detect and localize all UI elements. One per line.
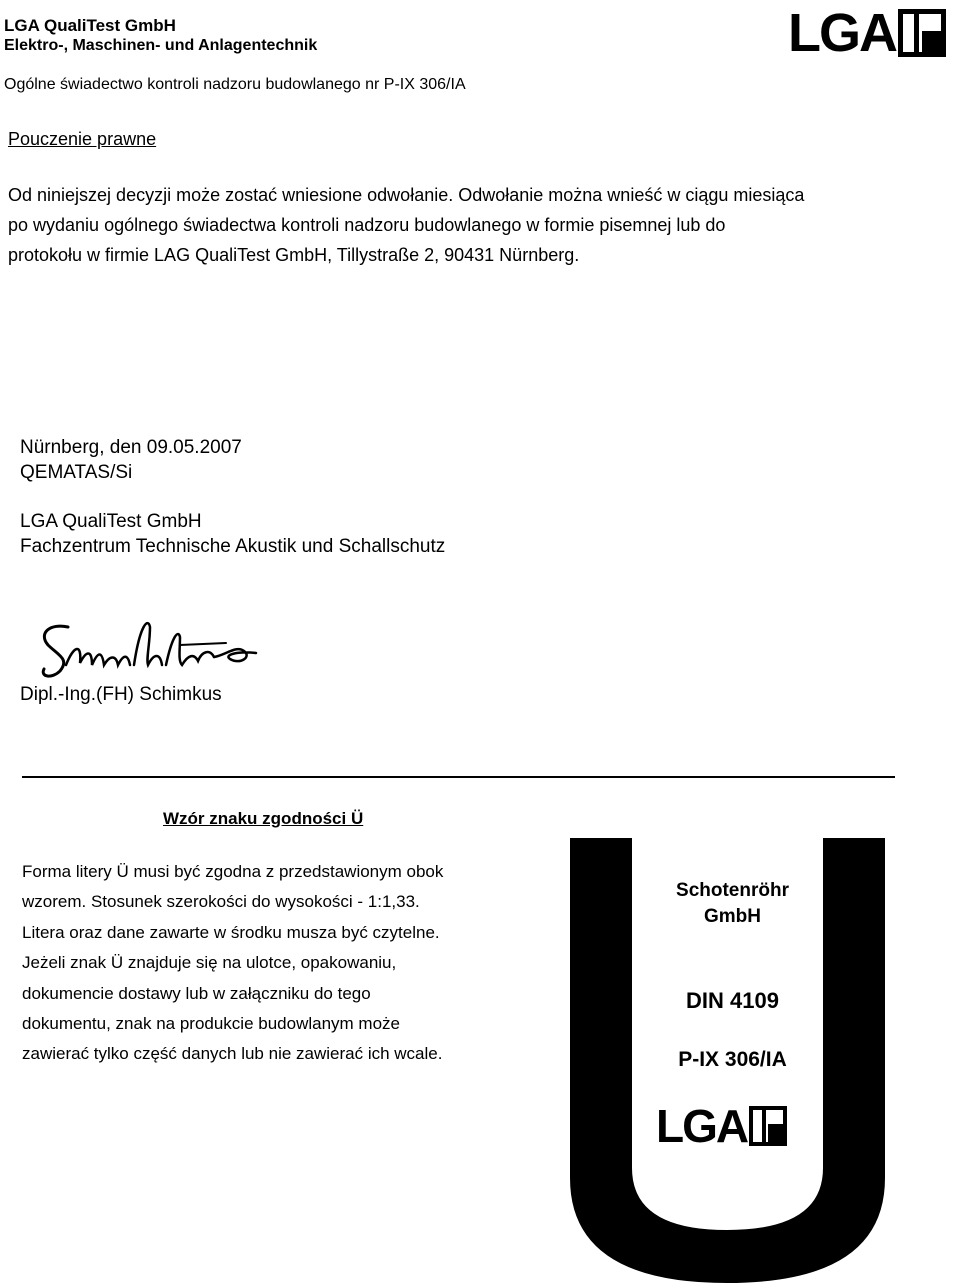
u-mark-manufacturer <box>655 878 810 930</box>
conformity-mark-line: dokumencie dostawy lub w załączniku do tego <box>22 983 371 1003</box>
u-mark-logo-text: LGA <box>656 1100 748 1152</box>
conformity-mark-text <box>22 857 522 1070</box>
u-mark-standard: DIN 4109 <box>686 988 779 1013</box>
conformity-mark-line: Litera oraz dane zawarte w środku musza być czytelne. <box>22 922 440 942</box>
handwritten-signature <box>30 615 260 690</box>
lga-logo-box-icon <box>898 9 946 57</box>
lga-logo-text: LGA <box>788 3 896 63</box>
conformity-mark-heading: Wzór znaku zgodności Ü <box>163 809 364 828</box>
u-mark-certificate: P-IX 306/IA <box>678 1048 787 1071</box>
conformity-mark-line: dokumentu, znak na produkcie budowlanym może <box>22 1014 400 1034</box>
company-name: LGA QualiTest GmbH <box>4 16 176 35</box>
stamp-date-line: Nürnberg, den 09.05.2007 <box>20 437 242 458</box>
u-mark-manufacturer-line: Schotenröhr <box>676 880 789 901</box>
stamp-reference: QEMATAS/Si <box>20 462 133 483</box>
stamp-department: Fachzentrum Technische Akustik und Schallschutz <box>20 536 446 557</box>
u-mark-manufacturer-line: GmbH <box>704 906 761 927</box>
conformity-mark-line: Jeżeli znak Ü znajduje się na ulotce, opakowaniu, <box>22 953 397 973</box>
legal-notice-line: protokołu w firmie LAG QualiTest GmbH, Tillystraße 2, 90431 Nürnberg. <box>8 245 580 265</box>
conformity-mark-line: Forma litery Ü musi być zgodna z przedstawionym obok <box>22 862 444 881</box>
conformity-mark-line: wzorem. Stosunek szerokości do wysokości - 1:1,33. <box>22 892 420 912</box>
legal-notice-heading: Pouczenie prawne <box>8 129 157 149</box>
document-title: Ogólne świadectwo kontroli nadzoru budowlanego nr P-IX 306/IA <box>4 76 466 93</box>
legal-notice-line: Od niniejszej decyzji może zostać wniesione odwołanie. Odwołanie można wnieść w ciągu miesiąca <box>8 185 805 205</box>
legal-notice-text <box>8 180 903 270</box>
legal-notice-line: po wydaniu ogólnego świadectwa kontroli nadzoru budowlanego w formie pisemnej lub do <box>8 215 726 235</box>
stamp-company: LGA QualiTest GmbH <box>20 511 202 532</box>
signer-name: Dipl.-Ing.(FH) Schimkus <box>20 684 222 705</box>
conformity-mark-line: zawierać tylko część danych lub nie zawierać ich wcale. <box>22 1044 443 1064</box>
lga-logo <box>788 3 946 63</box>
divider <box>22 776 895 778</box>
lga-logo-box-icon <box>749 1106 787 1146</box>
company-division: Elektro-, Maschinen- und Anlagentechnik <box>4 37 318 54</box>
u-mark-lga-logo <box>656 1100 787 1152</box>
